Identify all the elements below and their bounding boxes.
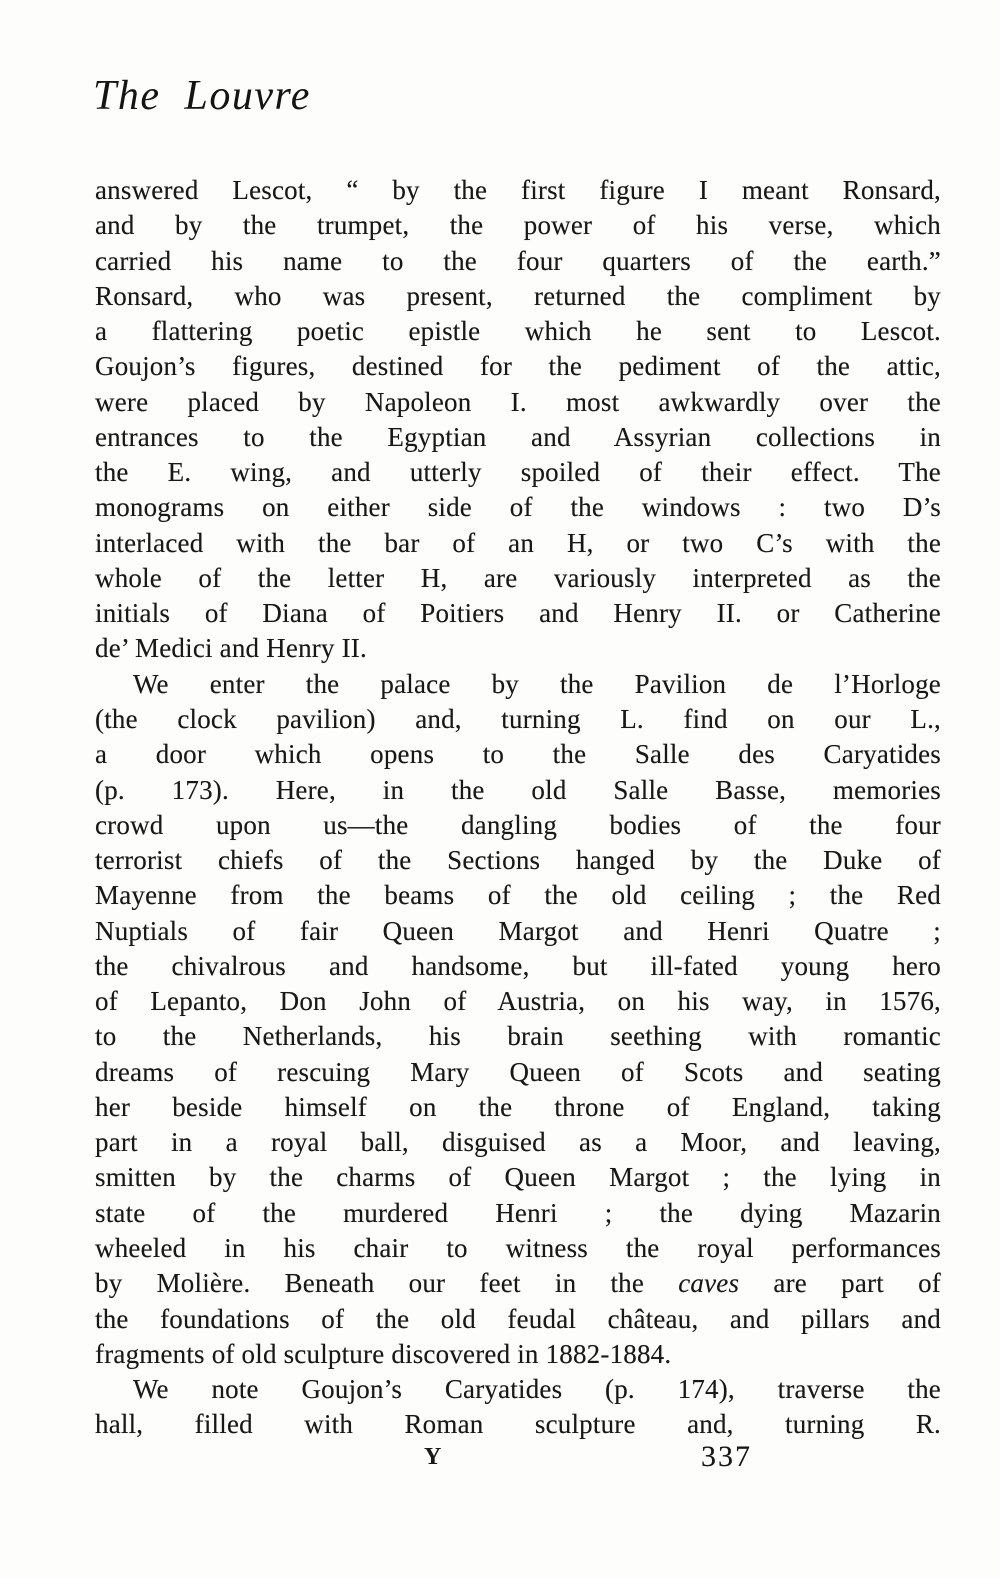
text-line: (the clock pavilion) and, turning L. find on our L., (95, 703, 941, 734)
text-line: the chivalrous and handsome, but ill-fated young hero (95, 950, 941, 981)
text-line: of Lepanto, Don John of Austria, on his way, in 1576, (95, 986, 941, 1017)
text-line: Nuptials of fair Queen Margot and Henri Quatre ; (95, 915, 941, 946)
running-head-title: The Louvre (93, 73, 311, 119)
text-line: terrorist chiefs of the Sections hanged by the Duke of (95, 845, 941, 876)
text-line: Mayenne from the beams of the old ceiling ; the Red (95, 880, 941, 911)
text-line-paragraph-start: We enter the palace by the Pavilion de l’Horloge (133, 668, 941, 699)
text-line: whole of the letter H, are variously interpreted as the (95, 562, 941, 593)
text-line: answered Lescot, “ by the first figure I meant Ronsard, (95, 175, 941, 205)
text-line: monograms on either side of the windows : two D’s (95, 492, 941, 523)
text-line: were placed by Napoleon I. most awkwardly over the (95, 386, 941, 417)
text-line: carried his name to the four quarters of the earth.” (95, 245, 941, 276)
text-line-paragraph-end: de’ Medici and Henry II. (95, 633, 367, 664)
text-line: state of the murdered Henri ; the dying Mazarin (95, 1197, 941, 1228)
text-segment: by Molière. Beneath our feet in the (95, 1268, 679, 1299)
text-line: the foundations of the old feudal château, and pillars and (95, 1303, 941, 1334)
text-segment: are part of (739, 1268, 941, 1299)
text-line: a door which opens to the Salle des Caryatides (95, 739, 941, 770)
text-line: hall, filled with Roman sculpture and, turning R. (95, 1409, 941, 1440)
text-line: crowd upon us—the dangling bodies of the four (95, 809, 941, 840)
text-line: interlaced with the bar of an H, or two C’s with the (95, 527, 941, 558)
text-line: Goujon’s figures, destined for the pediment of the attic, (95, 351, 941, 382)
text-line: entrances to the Egyptian and Assyrian collections in (95, 421, 941, 452)
text-line: a flattering poetic epistle which he sent to Lescot. (95, 316, 941, 347)
text-line: Ronsard, who was present, returned the compliment by (95, 280, 941, 311)
text-line: part in a royal ball, disguised as a Moor, and leaving, (95, 1127, 941, 1158)
text-line-with-italic (95, 1266, 941, 1301)
italic-word-caves: caves (678, 1268, 740, 1299)
text-line-paragraph-start: We note Goujon’s Caryatides (p. 174), traverse the (133, 1374, 941, 1405)
text-line: to the Netherlands, his brain seething with romantic (95, 1021, 941, 1052)
body-text-block (95, 173, 941, 1443)
text-line-paragraph-end: fragments of old sculpture discovered in 1882-1884. (95, 1338, 672, 1369)
text-line: and by the trumpet, the power of his verse, which (95, 210, 941, 241)
text-line: wheeled in his chair to witness the royal performances (95, 1232, 941, 1263)
text-line: her beside himself on the throne of England, taking (95, 1091, 941, 1122)
text-line: initials of Diana of Poitiers and Henry II. or Catherine (95, 598, 941, 629)
text-line: (p. 173). Here, in the old Salle Basse, memories (95, 774, 941, 805)
text-line: smitten by the charms of Queen Margot ; the lying in (95, 1162, 941, 1193)
printer-signature-mark: Y (424, 1444, 443, 1470)
text-line: the E. wing, and utterly spoiled of their effect. The (95, 457, 941, 488)
text-line: dreams of rescuing Mary Queen of Scots and seating (95, 1056, 941, 1087)
page-number: 337 (701, 1440, 752, 1473)
